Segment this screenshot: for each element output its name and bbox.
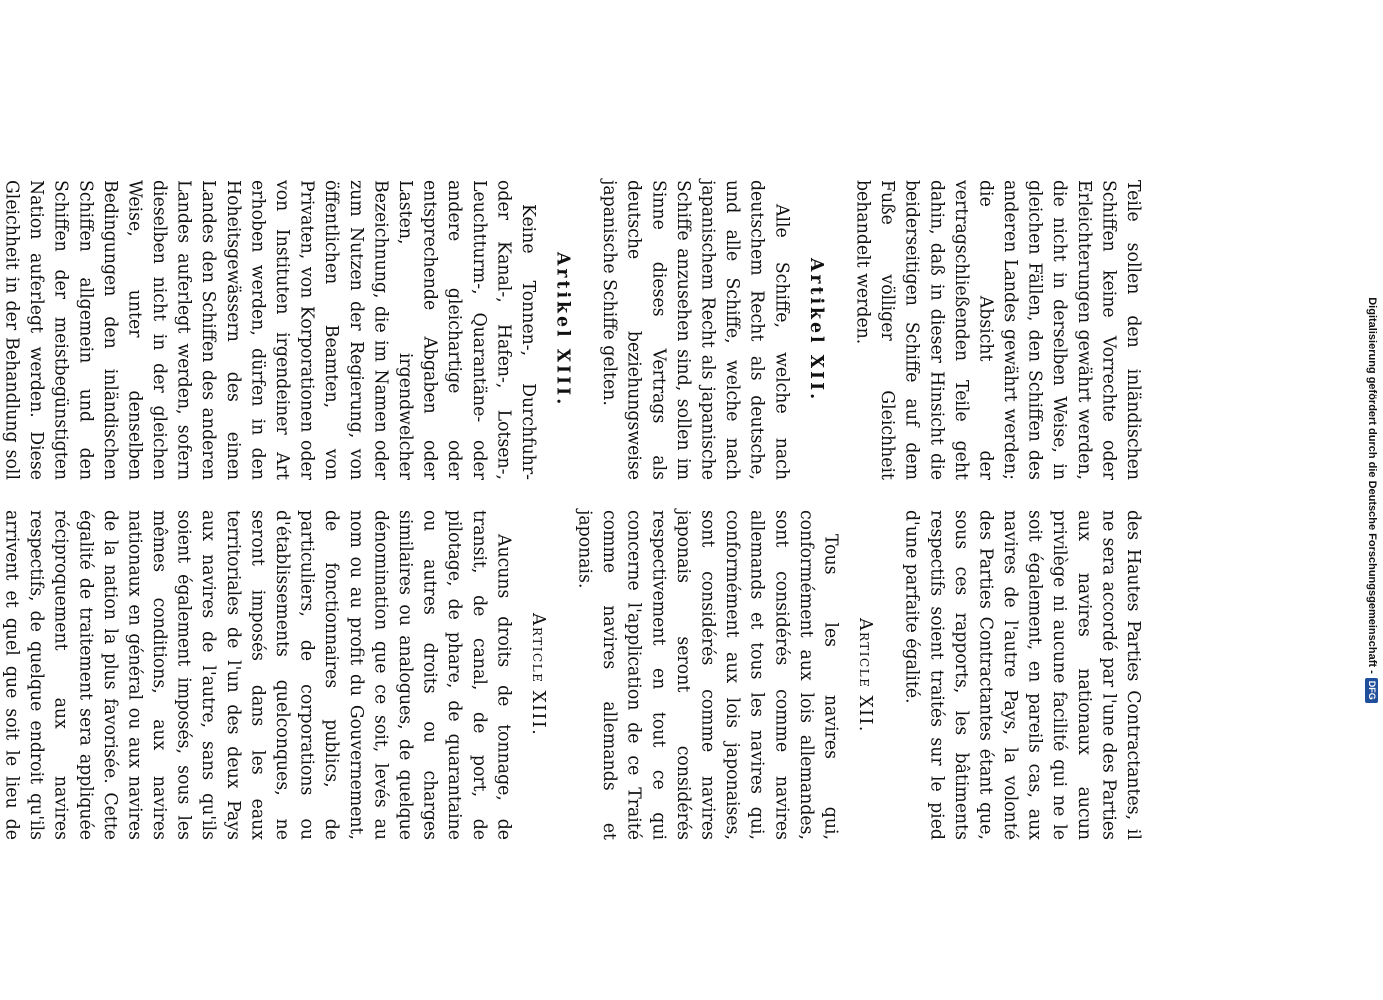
french-column-final	[1, 510, 1145, 840]
german-p-xii-final: Alle Schiffe, welche nach deutschem Recht als deutsche, und alle Schiffe, welche nach japanischem Recht als japanische Schiffe anzusehen sind, sollen im Sinne dieses Vertrags als deutsche beziehungsweise japanische Schiffe gelten.	[599, 180, 792, 480]
french-h-xii-final: Article XII.	[855, 617, 876, 733]
german-p-xiii-final: Keine Tonnen-, Durchfuhr- oder Kanal-, Hafen-, Lotsen-, Leuchtturm-, Quarantäne- oder andere gleichartige oder entsprechende Abgaben oder Lasten, irgendwelcher Bezeichnung, die im Namen oder zum Nutzen der Regierung, von öffentlichen Beamten, von Privaten, von Korporationen oder von Instituten irgendeiner Art erhoben werden, dürfen in den Hoheitsgewässern des einen Landes den Schiffen des anderen Landes auferlegt werden, sofern dieselben nicht in der gleichen Weise, unter denselben Bedingungen den inländischen Schiffen allgemein und den Schiffen der meistbegünstigten Nation auferlegt werden. Diese Gleichheit in der Behandlung soll	[1, 180, 538, 480]
credit-text: Digitalisierung gefördert durch die Deutsche Forschungsgemeinschaft -	[1366, 297, 1378, 674]
french-p-xiii-final: Aucuns droits de tonnage, de transit, de canal, de port, de pilotage, de phare, de quarantaine ou autres droits ou charges similaires ou analogues, de quelque dénomination que ce soit, levés au nom ou au profit du Gouvernement, de fonctionnaires publics, de particuliers, de corporations ou d'établissements quelconques, ne seront imposés dans les eaux territoriales de l'un des deux Pays aux navires de l'autre, sans qu'ils soient également imposés, sous les mêmes conditions, aux navires nationaux en général ou aux navires de la nation la plus favorisée. Cette égalité de traitement sera appliquée réciproquement aux navires respectifs, de quelque endroit qu'ils arrivent et quel que soit le lieu de	[1, 510, 514, 840]
german-h-xiii-final: Artikel XIII.	[552, 252, 573, 408]
french-p-xii-final: Tous les navires qui, conformément aux lois allemandes, sont considérés comme navires allemands et tous les navires qui, conformément aux lois japonaises, sont considérés comme navires japonais seront considérés respectivement en tout ce qui concerne l'application de ce Traité comme navires allemands et japonais.	[574, 510, 841, 840]
french-h-xiii-final: Article XIII.	[527, 613, 548, 737]
german-p1-final: Teile sollen den inländischen Schiffen keine Vorrechte oder Erleichterungen gewährt werden, die nicht in derselben Weise, in gleichen Fällen, den Schiffen des anderen Landes gewährt werden; die Absicht der vertragschließenden Teile geht dahin, daß in dieser Hinsicht die beiderseitigen Schiffe auf dem Fuße völliger Gleichheit behandelt werden.	[852, 180, 1143, 480]
german-column-final	[1, 180, 1145, 480]
german-h-xii-final: Artikel XII.	[805, 257, 826, 403]
dfg-logo: DFG	[1366, 678, 1379, 703]
french-p1-final: des Hautes Parties Contractantes, il ne sera accordé par l'une des Parties aux navires nationaux aucun privilège ni aucune facilité qui ne le soit également, en pareils cas, aux navires de l'autre Pays, la volonté des Parties Contractantes étant que, sous ces rapports, les bâtiments respectifs soient traités sur le pied d'une parfaite égalité.	[901, 510, 1143, 840]
